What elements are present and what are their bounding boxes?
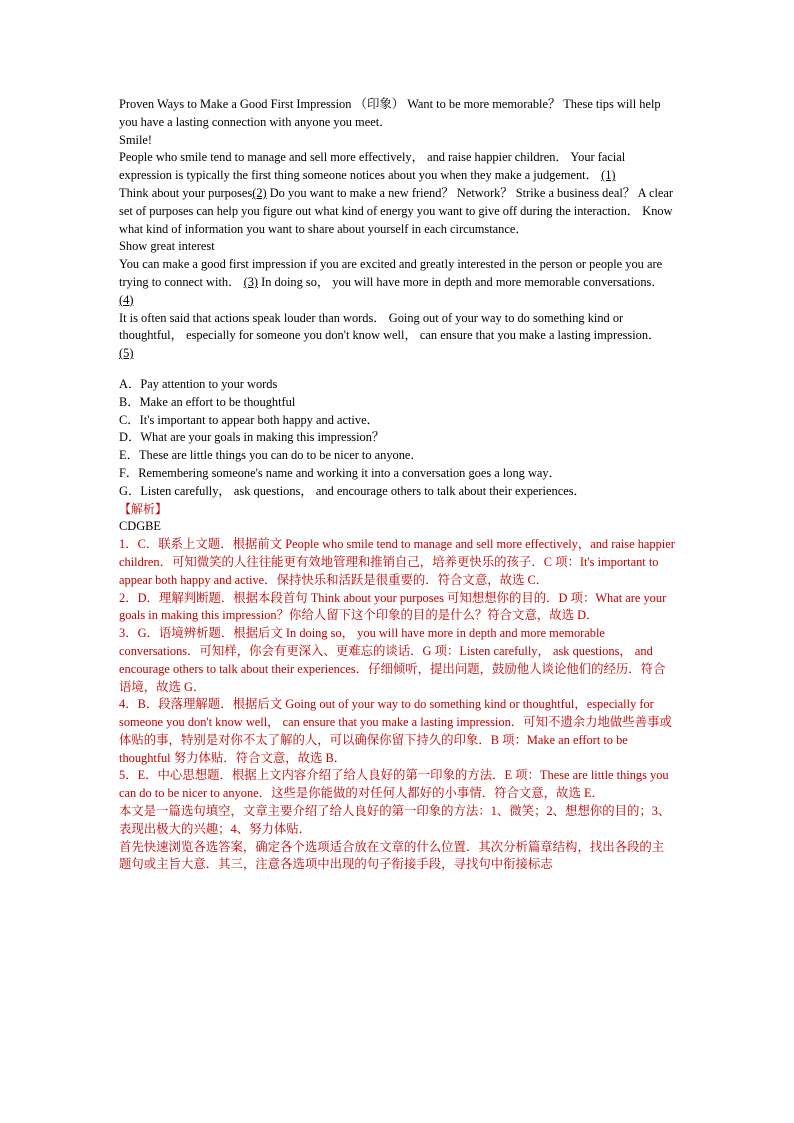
- option-f: F．Remembering someone's name and working it into a conversation goes a long way．: [119, 465, 562, 480]
- option-d: D．What are your goals in making this impression？: [119, 430, 385, 445]
- analysis-item-2: 2．D．理解判断题．根据本段首句 Think about your purposes 可知想想你的目的．D 项：What are your goals in making this impression？你给人留下这个印象的目的是什么？符合文意，故选 D．: [119, 590, 667, 623]
- spacer: [119, 363, 675, 376]
- option-b: B．Make an effort to be thoughtful: [119, 394, 296, 409]
- option-e: E．These are little things you can do to be nicer to anyone．: [119, 448, 423, 463]
- option-a: A．Pay attention to your words: [119, 376, 278, 391]
- analysis-strategy: 首先快速浏览各选答案，确定各个选项适合放在文章的什么位置．其次分析篇章结构，找出各段的主题句或主旨大意．其三，注意各选项中出现的句子衔接手段，寻找句中衔接标志: [119, 839, 665, 872]
- blank-4-line: [119, 292, 675, 310]
- heading-smile: Smile!: [119, 132, 153, 147]
- blank-3: (3): [243, 274, 259, 289]
- analysis-item-5: 5．E．中心思想题．根据上文内容介绍了给人良好的第一印象的方法．E 项：These are little things you can do to be nicer to anyone．这些是你能做的对任何人都好的小事情．符合文意，故选 E．: [119, 768, 669, 801]
- blank-2: (2): [252, 185, 267, 200]
- paragraph-purposes-text: Do you want to make a new friend？ Network？ Strike a business deal？ A clear set of purposes can help you figure out what kind of energy you want to give off during the interaction． Know what kind of information you want to share about yourself in each circumstance．: [119, 185, 674, 236]
- title-line: Proven Ways to Make a Good First Impression （印象） Want to be more memorable？ These tips will help you have a lasting connection with anyone you meet．: [119, 97, 661, 129]
- analysis-items: [119, 536, 675, 803]
- analysis-heading: 【解析】: [119, 501, 168, 516]
- blank-5: (5): [119, 346, 134, 361]
- paragraph-smile: [119, 149, 675, 185]
- paragraph-actions: It is often said that actions speak louder than words． Going out of your way to do something kind or thoughtful， especially for someone you don't know well， can ensure that you make a lasting impression．: [119, 310, 661, 343]
- paragraph-interest-tail: In doing so， you will have more in depth and more memorable conversations．: [258, 274, 664, 289]
- paragraph-interest: [119, 256, 675, 292]
- heading-interest: Show great interest: [119, 239, 215, 254]
- paragraph-smile-text: People who smile tend to manage and sell more effectively， and raise happier children． Your facial expression is typically the first thing someone notices about you when they make a judgement．: [119, 150, 626, 183]
- blank-5-line: [119, 345, 675, 363]
- blank-4: (4): [119, 292, 134, 307]
- analysis-item-1: 1．C．联系上文题．根据前文 People who smile tend to manage and sell more effectively，and raise happier children．可知微笑的人往往能更有效地管理和推销自己，培养更快乐的孩子．C 项：It's important to appear both happy and active．保持快乐和活跃是很重要的．符合文意，故选 C．: [119, 537, 675, 587]
- analysis-summary: 本文是一篇选句填空，文章主要介绍了给人良好的第一印象的方法：1、微笑；2、想想你的目的；3、表现出极大的兴趣；4、努力体贴．: [119, 804, 671, 836]
- blank-1: (1): [601, 168, 616, 183]
- analysis-item-4: 4．B．段落理解题．根据后文 Going out of your way to do something kind or thoughtful，especially for someone you don't know well， can ensure that you make a lasting impression．可知不遗余力地做些善事或体贴的事，特别是对你不太了解的人，可以确保你留下持久的印象．B 项：Make an effort to be thoughtful 努力体贴．符合文意，故选 B．: [119, 697, 672, 765]
- paragraph-interest-text: You can make a good first impression if you are excited and greatly interested in the person or people you are trying to connect with．: [119, 257, 663, 289]
- document-page: [119, 96, 675, 874]
- paragraph-purposes-lead: Think about your purposes: [119, 185, 253, 200]
- answer-key: CDGBE: [119, 519, 161, 534]
- option-g: G．Listen carefully， ask questions， and encourage others to talk about their experiences．: [119, 483, 586, 498]
- paragraph-purposes: [119, 185, 675, 238]
- option-c: C．It's important to appear both happy and active．: [119, 412, 379, 427]
- analysis-item-3: 3．G．语境辨析题．根据后文 In doing so， you will have more in depth and more memorable conversations．可知样，你会有更深入、更难忘的谈话．G 项：Listen carefully， ask questions， and encourage others to talk about their experiences．仔细倾听，提出问题，鼓励他人谈论他们的经历．符合语境，故选 G．: [119, 626, 666, 694]
- options-list: [119, 376, 675, 501]
